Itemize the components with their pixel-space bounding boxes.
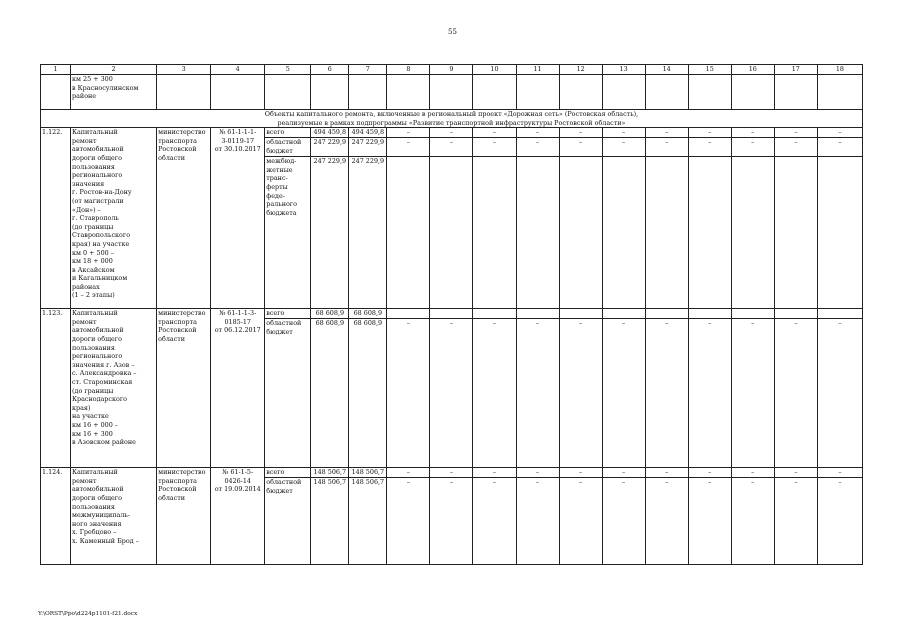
- year-value: [774, 309, 817, 319]
- funding-source-line: областной: [266, 138, 302, 147]
- object-name-line: км 16 + 300: [72, 429, 113, 438]
- table-cell: [265, 75, 311, 110]
- year-value: [688, 309, 731, 319]
- document-number: [211, 309, 265, 468]
- year-value: [731, 157, 774, 309]
- header-row: [41, 65, 863, 75]
- year-value: –: [430, 478, 473, 565]
- column-number: 5: [265, 65, 311, 75]
- object-name-line: пользования: [72, 162, 115, 171]
- organization-line: министерство: [158, 128, 206, 137]
- value-col6: 148 506,7: [311, 468, 349, 478]
- year-value: –: [688, 128, 731, 138]
- object-name-line: и Кагальницком: [72, 274, 128, 283]
- year-value: [731, 309, 774, 319]
- column-number: 6: [311, 65, 349, 75]
- organization-line: Ростовской: [158, 485, 197, 494]
- object-name-line: дороги общего: [72, 153, 123, 162]
- object-name-line: ремонт: [72, 136, 97, 145]
- object-name-line: (от магистрали: [72, 196, 124, 205]
- column-number: 4: [211, 65, 265, 75]
- organization-line: Ростовской: [158, 145, 197, 154]
- value-col6: 68 608,9: [311, 309, 349, 319]
- object-name-line: ного значения: [72, 519, 122, 528]
- funding-source-line: бюджет: [266, 486, 293, 495]
- table-cell: [311, 75, 349, 110]
- year-value: [559, 309, 602, 319]
- object-name-line: районе: [72, 92, 97, 101]
- funding-source: [265, 468, 311, 478]
- column-number: 8: [387, 65, 430, 75]
- year-value: [387, 309, 430, 319]
- year-value: –: [473, 128, 516, 138]
- year-value: –: [387, 138, 430, 157]
- funding-source: [265, 157, 311, 309]
- object-name-line: пользования: [72, 343, 115, 352]
- year-value: [559, 157, 602, 309]
- funding-source-line: рального: [266, 200, 297, 209]
- organization: [157, 309, 211, 468]
- item-number: 1.122.: [41, 128, 71, 309]
- object-name-line: Капитальный: [72, 468, 118, 477]
- table-cell: [817, 75, 862, 110]
- value-col7: 148 506,7: [349, 478, 387, 565]
- year-value: –: [559, 478, 602, 565]
- year-value: –: [688, 468, 731, 478]
- year-value: –: [645, 128, 688, 138]
- organization: [157, 128, 211, 309]
- funding-source: [265, 319, 311, 468]
- funding-source-line: феде-: [266, 191, 285, 200]
- column-number: 17: [774, 65, 817, 75]
- object-name-line: регионального: [72, 352, 123, 361]
- year-value: –: [473, 478, 516, 565]
- year-value: –: [645, 138, 688, 157]
- value-col6: 494 459,8: [311, 128, 349, 138]
- organization-line: транспорта: [158, 317, 197, 326]
- table-cell: [602, 75, 645, 110]
- year-value: –: [731, 478, 774, 565]
- object-name-line: г. Ставрополь: [72, 214, 119, 223]
- object-name-line: (1 – 2 этапы): [72, 291, 115, 300]
- object-name-line: Капитальный: [72, 128, 118, 137]
- object-name-line: ст. Староминская: [72, 377, 133, 386]
- object-name-line: с. Александровка –: [72, 369, 137, 378]
- object-name-line: х. Гребцово –: [72, 528, 117, 537]
- object-name-line: дороги общего: [72, 493, 123, 502]
- year-value: [430, 157, 473, 309]
- object-name-line: межмуниципаль-: [72, 511, 131, 520]
- year-value: –: [516, 138, 559, 157]
- value-col7: 247 229,9: [349, 138, 387, 157]
- organization-line: транспорта: [158, 476, 197, 485]
- year-value: –: [430, 128, 473, 138]
- funding-source-line: бюджет: [266, 146, 293, 155]
- object-name-line: в Азовском районе: [72, 438, 136, 447]
- object-name-line: дороги общего: [72, 334, 123, 343]
- value-col7: 68 608,9: [349, 319, 387, 468]
- table-cell: [387, 75, 430, 110]
- year-value: –: [602, 319, 645, 468]
- year-value: –: [430, 319, 473, 468]
- object-name-line: значения г. Азов –: [72, 360, 135, 369]
- year-value: [817, 157, 862, 309]
- year-value: [430, 309, 473, 319]
- document-line: № 61-1-5-: [222, 468, 254, 477]
- year-value: –: [688, 319, 731, 468]
- funding-source: [265, 128, 311, 138]
- year-value: –: [602, 128, 645, 138]
- table-cell: [645, 75, 688, 110]
- year-value: –: [645, 478, 688, 565]
- object-name-line: в Красносулинском: [72, 83, 139, 92]
- year-value: –: [817, 128, 862, 138]
- funding-source-line: областной: [266, 319, 302, 328]
- column-number: 18: [817, 65, 862, 75]
- table-cell: [731, 75, 774, 110]
- year-value: –: [774, 478, 817, 565]
- object-name-line: км 16 + 000 –: [72, 420, 119, 429]
- year-value: –: [516, 319, 559, 468]
- year-value: –: [516, 478, 559, 565]
- table-row: [41, 128, 863, 138]
- value-col7: 148 506,7: [349, 468, 387, 478]
- funding-source-line: всего: [266, 468, 285, 477]
- value-col6: 247 229,9: [311, 138, 349, 157]
- object-name-line: автомобильной: [72, 145, 124, 154]
- year-value: –: [731, 468, 774, 478]
- year-value: [516, 157, 559, 309]
- object-name-line: ремонт: [72, 476, 97, 485]
- value-col7: 494 459,8: [349, 128, 387, 138]
- organization-line: министерство: [158, 309, 206, 318]
- object-name-line: пользования: [72, 502, 115, 511]
- column-number: 10: [473, 65, 516, 75]
- table-cell: [559, 75, 602, 110]
- value-col6: 148 506,7: [311, 478, 349, 565]
- organization-line: области: [158, 334, 186, 343]
- year-value: [602, 157, 645, 309]
- year-value: –: [430, 468, 473, 478]
- object-name-line: районах: [72, 282, 100, 291]
- object-name-line: (до границы: [72, 222, 114, 231]
- value-col7: 68 608,9: [349, 309, 387, 319]
- object-name-line: км 25 + 300: [72, 75, 113, 83]
- year-value: –: [473, 468, 516, 478]
- column-number: 16: [731, 65, 774, 75]
- document-number: [211, 128, 265, 309]
- value-col6: 68 608,9: [311, 319, 349, 468]
- object-name-line: значения: [72, 179, 105, 188]
- table-cell: [688, 75, 731, 110]
- year-value: –: [559, 319, 602, 468]
- organization-line: области: [158, 153, 186, 162]
- year-value: [774, 157, 817, 309]
- file-path-footer: Y:\ORST\Ppo\d224p1101-f21.docx: [38, 611, 138, 617]
- object-name-line: км 18 + 000: [72, 257, 113, 266]
- table-cell: [157, 75, 211, 110]
- object-name: [71, 128, 157, 309]
- table-cell: [71, 75, 157, 110]
- section-heading-line: реализуемые в рамках подпрограммы «Развитие транспортной инфраструктуры Ростовской области»: [277, 118, 626, 127]
- year-value: [473, 157, 516, 309]
- object-name-line: автомобильной: [72, 485, 124, 494]
- organization-line: министерство: [158, 468, 206, 477]
- column-number: 11: [516, 65, 559, 75]
- column-number: 13: [602, 65, 645, 75]
- year-value: –: [602, 138, 645, 157]
- year-value: [602, 309, 645, 319]
- year-value: –: [473, 319, 516, 468]
- object-name-line: (до границы: [72, 386, 114, 395]
- section-heading-line: Объекты капитального ремонта, включенные в региональный проект «Дорожная сеть» (Ростовская область),: [264, 110, 639, 118]
- year-value: [817, 309, 862, 319]
- column-number: 14: [645, 65, 688, 75]
- section-heading: [41, 110, 863, 128]
- column-number: 1: [41, 65, 71, 75]
- funding-source-line: всего: [266, 309, 285, 318]
- year-value: –: [774, 468, 817, 478]
- year-value: –: [731, 319, 774, 468]
- document-line: 0426-14: [224, 476, 251, 485]
- value-col7: 247 229,9: [349, 157, 387, 309]
- year-value: –: [688, 138, 731, 157]
- object-name-line: ремонт: [72, 317, 97, 326]
- object-name-line: края) на участке: [72, 239, 130, 248]
- year-value: –: [559, 128, 602, 138]
- budget-table: [40, 64, 863, 565]
- year-value: [688, 157, 731, 309]
- funding-source-line: ферты: [266, 182, 288, 191]
- table-row: [41, 309, 863, 319]
- year-value: –: [817, 478, 862, 565]
- table-cell: [516, 75, 559, 110]
- funding-source: [265, 478, 311, 565]
- year-value: –: [602, 468, 645, 478]
- document-line: 0185-17: [224, 317, 251, 326]
- year-value: –: [817, 468, 862, 478]
- year-value: –: [645, 468, 688, 478]
- year-value: [516, 309, 559, 319]
- year-value: –: [817, 138, 862, 157]
- document-line: № 61-1-1-3-: [219, 309, 257, 318]
- year-value: –: [774, 128, 817, 138]
- column-number: 3: [157, 65, 211, 75]
- table-cell: [349, 75, 387, 110]
- object-name-line: на участке: [72, 412, 109, 421]
- section-heading-row: [41, 110, 863, 128]
- year-value: –: [559, 138, 602, 157]
- document-line: от 19.09.2014: [214, 485, 261, 494]
- year-value: –: [645, 319, 688, 468]
- funding-source-line: областной: [266, 478, 302, 487]
- year-value: –: [774, 319, 817, 468]
- year-value: –: [602, 478, 645, 565]
- table-cell: [430, 75, 473, 110]
- table-cell: [211, 75, 265, 110]
- document-number: [211, 468, 265, 565]
- column-number: 7: [349, 65, 387, 75]
- year-value: –: [731, 128, 774, 138]
- year-value: [645, 309, 688, 319]
- object-name: [71, 309, 157, 468]
- year-value: –: [430, 138, 473, 157]
- object-name-line: Капитальный: [72, 309, 118, 318]
- organization-line: области: [158, 493, 186, 502]
- item-number: 1.123.: [41, 309, 71, 468]
- funding-source-line: транс-: [266, 174, 288, 183]
- column-number: 12: [559, 65, 602, 75]
- column-number: 9: [430, 65, 473, 75]
- funding-source-line: межбюд-: [266, 157, 297, 166]
- object-name-line: х. Каменный Брод –: [72, 536, 139, 545]
- year-value: –: [387, 128, 430, 138]
- document-line: 3-0119-17: [221, 136, 255, 145]
- object-name-line: км 0 + 500 –: [72, 248, 114, 257]
- year-value: [645, 157, 688, 309]
- year-value: –: [688, 478, 731, 565]
- organization-line: Ростовской: [158, 326, 197, 335]
- funding-source-line: всего: [266, 128, 285, 137]
- object-name-line: «Дон») –: [72, 205, 101, 214]
- object-name-line: края): [72, 403, 91, 412]
- object-name: [71, 468, 157, 565]
- table-row: [41, 468, 863, 478]
- funding-source: [265, 138, 311, 157]
- value-col6: 247 229,9: [311, 157, 349, 309]
- year-value: –: [516, 468, 559, 478]
- year-value: –: [731, 138, 774, 157]
- document-line: № 61-1-1-1-: [219, 128, 257, 137]
- item-number: 1.124.: [41, 468, 71, 565]
- document-line: от 30.10.2017: [214, 145, 261, 154]
- column-number: 2: [71, 65, 157, 75]
- year-value: [387, 157, 430, 309]
- table-cell: [473, 75, 516, 110]
- organization-line: транспорта: [158, 136, 197, 145]
- table-cell: [41, 75, 71, 110]
- object-name-line: Ставропольского: [72, 231, 131, 240]
- funding-source-line: бюджета: [266, 208, 297, 217]
- object-name-line: г. Ростов-на-Дону: [72, 188, 132, 197]
- year-value: –: [774, 138, 817, 157]
- funding-source-line: бюджет: [266, 327, 293, 336]
- table-cell: [774, 75, 817, 110]
- page-number: 55: [448, 28, 457, 36]
- year-value: [473, 309, 516, 319]
- object-name-line: Краснодарского: [72, 395, 128, 404]
- document-line: от 06.12.2017: [214, 326, 261, 335]
- year-value: –: [559, 468, 602, 478]
- funding-source-line: жетные: [266, 165, 293, 174]
- object-name-line: в Аксайском: [72, 265, 115, 274]
- object-name-line: автомобильной: [72, 326, 124, 335]
- continuation-row: [41, 75, 863, 110]
- organization: [157, 468, 211, 565]
- year-value: –: [387, 478, 430, 565]
- year-value: –: [387, 468, 430, 478]
- year-value: –: [817, 319, 862, 468]
- year-value: –: [387, 319, 430, 468]
- year-value: –: [473, 138, 516, 157]
- funding-source: [265, 309, 311, 319]
- object-name-line: регионального: [72, 171, 123, 180]
- column-number: 15: [688, 65, 731, 75]
- year-value: –: [516, 128, 559, 138]
